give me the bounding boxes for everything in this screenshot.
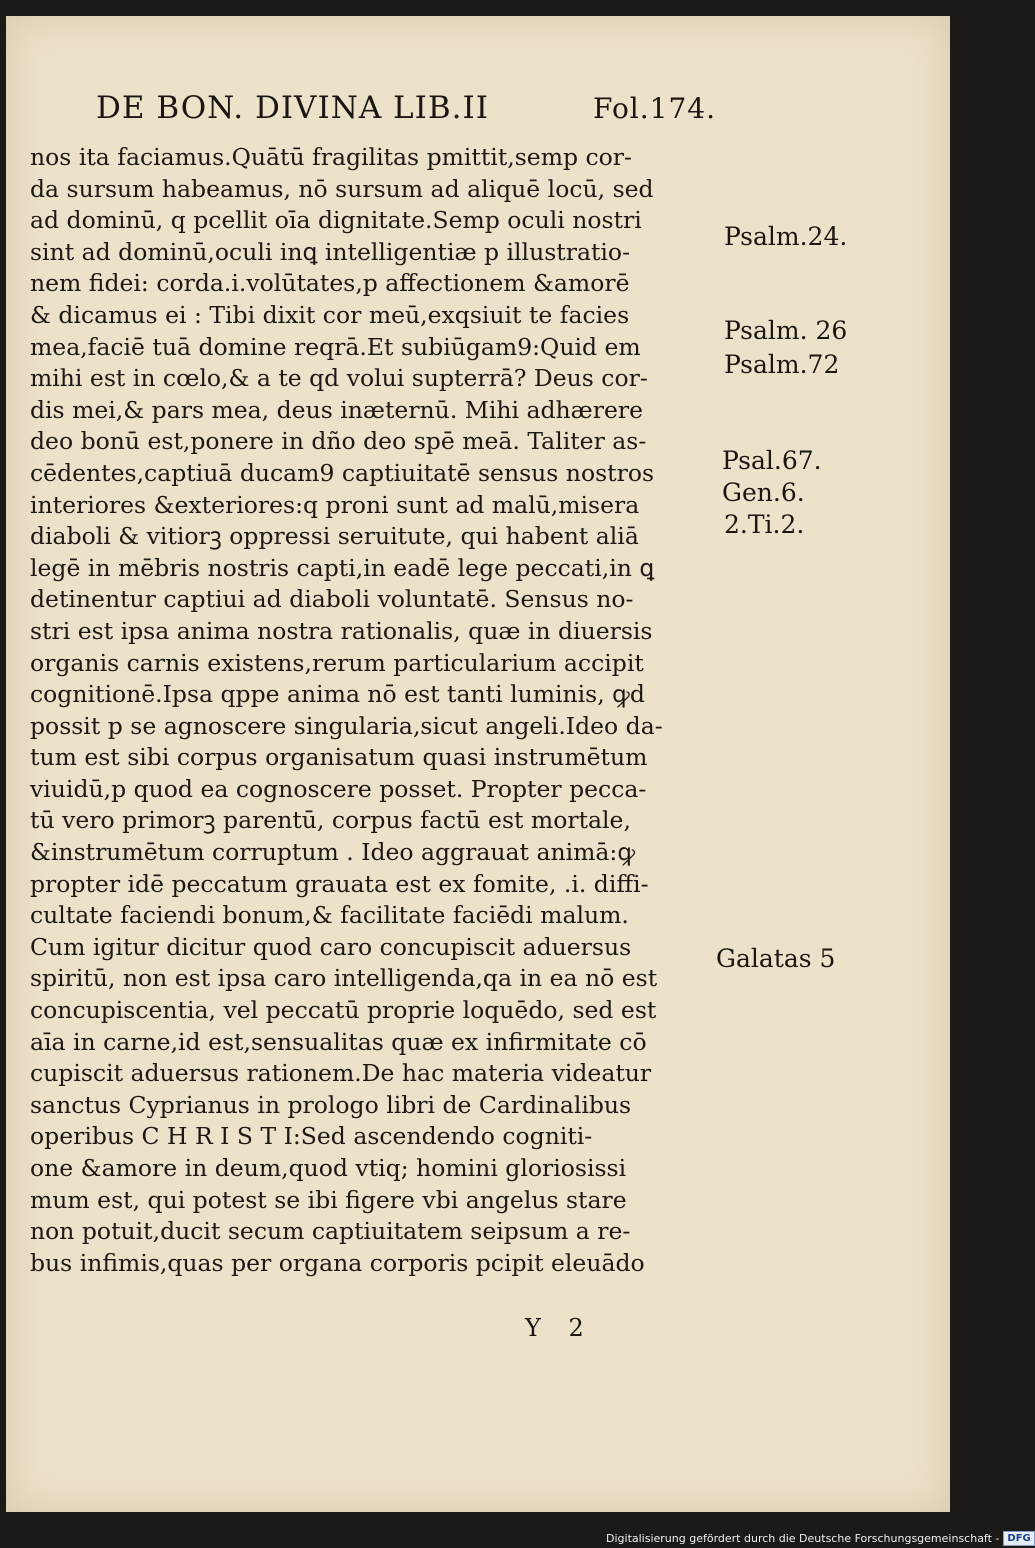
text-line: sint ad dominū,oculi inꝗ intelligentiæ p illustratio- [30,237,631,266]
text-line: possit p se agnoscere singularia,sicut angeli.Ideo da- [30,711,663,740]
footer-credit [606,1530,1035,1546]
marginal-note: Gen.6. [722,478,805,507]
text-line: mihi est in cœlo,& a te qd volui supterrā? Deus cor- [30,364,648,393]
text-line: cognitionē.Ipsa qppe anima nō est tanti luminis, ꝙd [30,680,645,709]
text-line: aīa in carne,id est,sensualitas quæ ex infirmitate cō [30,1027,647,1056]
marginal-note: Psalm.72 [724,350,840,379]
text-line: & dicamus ei : Tibi dixit cor meū,exqsiuit te facies [30,300,630,329]
text-line: mum est, qui potest se ibi figere vbi angelus stare [30,1185,627,1214]
text-line: &instrumētum corruptum . Ideo aggrauat animā:ꝙ [30,838,635,867]
credit-text: Digitalisierung gefördert durch die Deutsche Forschungsgemeinschaft - [606,1531,1000,1545]
body-text [30,142,720,1279]
text-line: Cum igitur dicitur quod caro concupiscit aduersus [30,932,632,961]
text-line: stri est ipsa anima nostra rationalis, quæ in diuersis [30,616,653,645]
text-line: nem fidei: corda.i.volūtates,p affectionem &amorē [30,269,630,298]
text-line: concupiscentia, vel peccatū proprie loquēdo, sed est [30,996,657,1025]
text-line: spiritū, non est ipsa caro intelligenda,qa in ea nō est [30,964,658,993]
text-line: one &amore in deum,quod vtiq; homini gloriosissi [30,1154,627,1182]
text-line: ad dominū, q pcellit oīa dignitate.Semp oculi nostri [30,206,642,235]
running-title: DE BON. DIVINA LIB.II [96,90,490,126]
text-line: interiores &exteriores:q proni sunt ad malū,misera [30,490,640,519]
text-line: tum est sibi corpus organisatum quasi instrumētum [30,743,648,772]
text-line: sanctus Cyprianus in prologo libri de Cardinalibus [30,1090,632,1119]
text-line: viuidū,p quod ea cognoscere posset. Propter pecca- [30,774,647,803]
text-line: cēdentes,captiuā ducam9 captiuitatē sensus nostros [30,458,655,487]
marginal-note: Psal.67. [722,446,822,475]
marginal-note: Galatas 5 [716,944,836,973]
marginal-note: Psalm.24. [724,222,848,251]
text-line: cultate faciendi bonum,& facilitate faciēdi malum. [30,901,629,930]
text-line: tū vero primorꝫ parentū, corpus factū est mortale, [30,806,631,835]
text-line: nos ita faciamus.Quātū fragilitas pmittit,semp cor- [30,143,632,171]
text-line: organis carnis existens,rerum particularium accipit [30,648,644,677]
text-line: diaboli & vitiorꝫ oppressi seruitute, qui habent aliā [30,522,639,551]
text-line: non potuit,ducit secum captiuitatem seipsum a re- [30,1217,631,1246]
text-line: cupiscit aduersus rationem.De hac materia videatur [30,1059,652,1088]
text-line: propter idē peccatum grauata est ex fomite, .i. diffi- [30,869,649,898]
text-line: mea,faciē tuā domine reqrā.Et subiūgam9:Quid em [30,332,641,361]
text-line: deo bonū est,ponere in dño deo spē meā. Taliter as- [30,427,647,456]
signature-mark: Y 2 [525,1314,594,1342]
text-line: bus infimis,quas per organa corporis pcipit eleuādo [30,1248,645,1277]
text-line: detinentur captiui ad diaboli voluntatē. Sensus no- [30,585,634,614]
text-line: legē in mēbris nostris capti,in eadē lege peccati,in ꝗ [30,553,655,582]
marginal-note: Psalm. 26 [724,316,848,345]
running-header [96,86,716,130]
text-line: dis mei,& pars mea, deus inæternū. Mihi adhærere [30,395,644,424]
text-line: da sursum habeamus, nō sursum ad aliquē locū, sed [30,174,654,203]
folio-number: Fol.174. [593,91,716,125]
dfg-logo: DFG [1003,1531,1034,1546]
text-line: operibus C H R I S T I:Sed ascendendo cogniti- [30,1122,593,1151]
marginal-note: 2.Ti.2. [724,510,805,539]
